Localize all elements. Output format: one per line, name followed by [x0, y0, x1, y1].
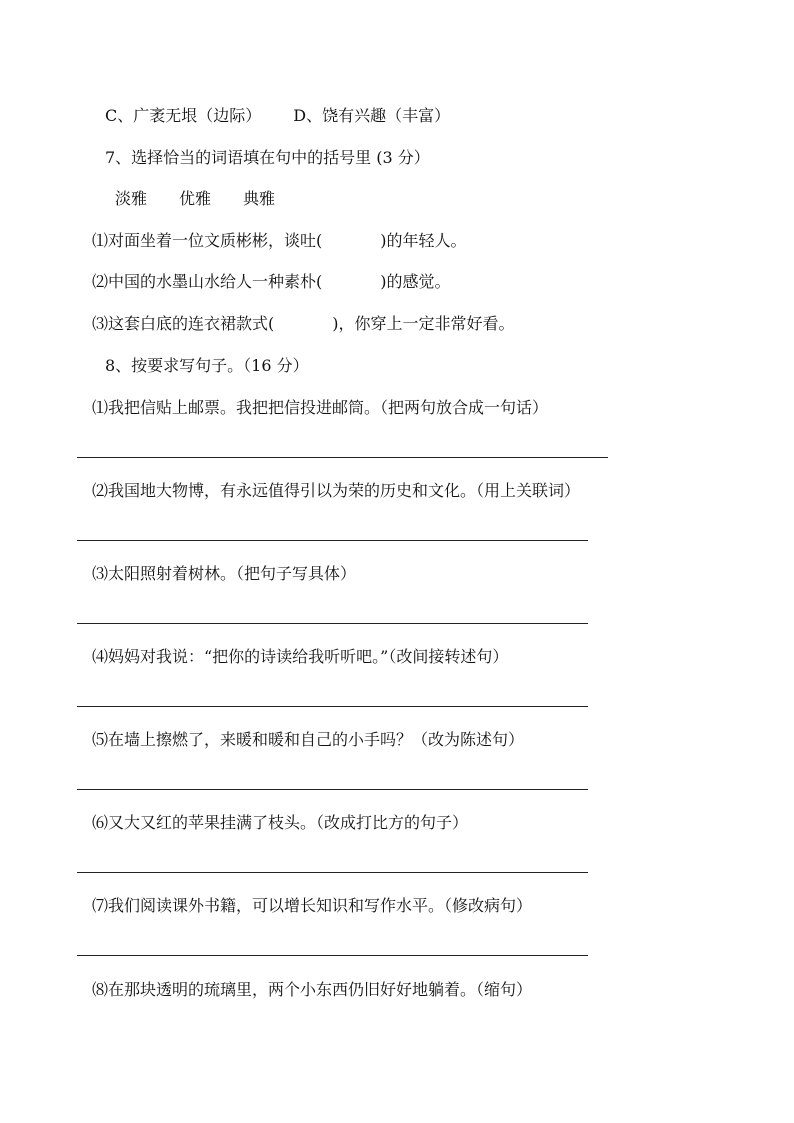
q7-title: 7、选择恰当的词语填在句中的括号里 (3 分） [105, 148, 430, 167]
answer-line[interactable] [77, 457, 608, 458]
q7-item-1 [92, 231, 467, 251]
word-option: 典雅 [243, 189, 276, 208]
q8-title: 8、按要求写句子。（16 分） [105, 356, 309, 375]
q8-item-1: ⑴我把信贴上邮票。我把把信投进邮筒。（把两句放合成一句话） [92, 398, 549, 417]
answer-line[interactable] [77, 623, 588, 624]
word-option: 淡雅 [115, 189, 148, 208]
q7-item-2 [92, 272, 451, 292]
answer-line[interactable] [77, 872, 588, 873]
q8-item-2: ⑵我国地大物博，有永远值得引以为荣的历史和文化。（用上关联词） [92, 481, 581, 500]
answer-line[interactable] [77, 789, 588, 790]
answer-line[interactable] [77, 706, 588, 707]
option-c: C、广袤无垠（边际） [105, 106, 262, 125]
q7-item-text: )，你穿上一定非常好看。 [332, 314, 515, 333]
q8-item-3: ⑶太阳照射着树林。（把句子写具体） [92, 564, 357, 583]
q8-item-6: ⑹又大又红的苹果挂满了枝头。（改成打比方的句子） [92, 813, 469, 832]
answer-line[interactable] [77, 955, 588, 956]
answer-line[interactable] [77, 540, 588, 541]
q7-item-text: )的感觉。 [380, 272, 451, 291]
q8-item-4: ⑷妈妈对我说：“把你的诗读给我听听吧。”（改间接转述句） [92, 647, 509, 666]
q7-item-3 [92, 314, 515, 334]
option-d: D、饶有兴趣（丰富） [293, 106, 451, 125]
q8-item-8: ⑻在那块透明的琉璃里，两个小东西仍旧好好地躺着。（缩句） [92, 980, 533, 999]
q8-item-5: ⑸在墙上擦燃了，来暖和暖和自己的小手吗？（改为陈述句） [92, 730, 525, 749]
q7-word-bank [115, 189, 275, 209]
q7-item-text: ⑴对面坐着一位文质彬彬，谈吐( [92, 231, 323, 250]
q7-item-text: ⑶这套白底的连衣裙款式( [92, 314, 275, 333]
options-row [105, 106, 450, 126]
word-option: 优雅 [179, 189, 212, 208]
q8-item-7: ⑺我们阅读课外书籍，可以增长知识和写作水平。（修改病句） [92, 896, 533, 915]
q7-item-text: ⑵中国的水墨山水给人一种素朴( [92, 272, 323, 291]
q7-item-text: )的年轻人。 [380, 231, 467, 250]
